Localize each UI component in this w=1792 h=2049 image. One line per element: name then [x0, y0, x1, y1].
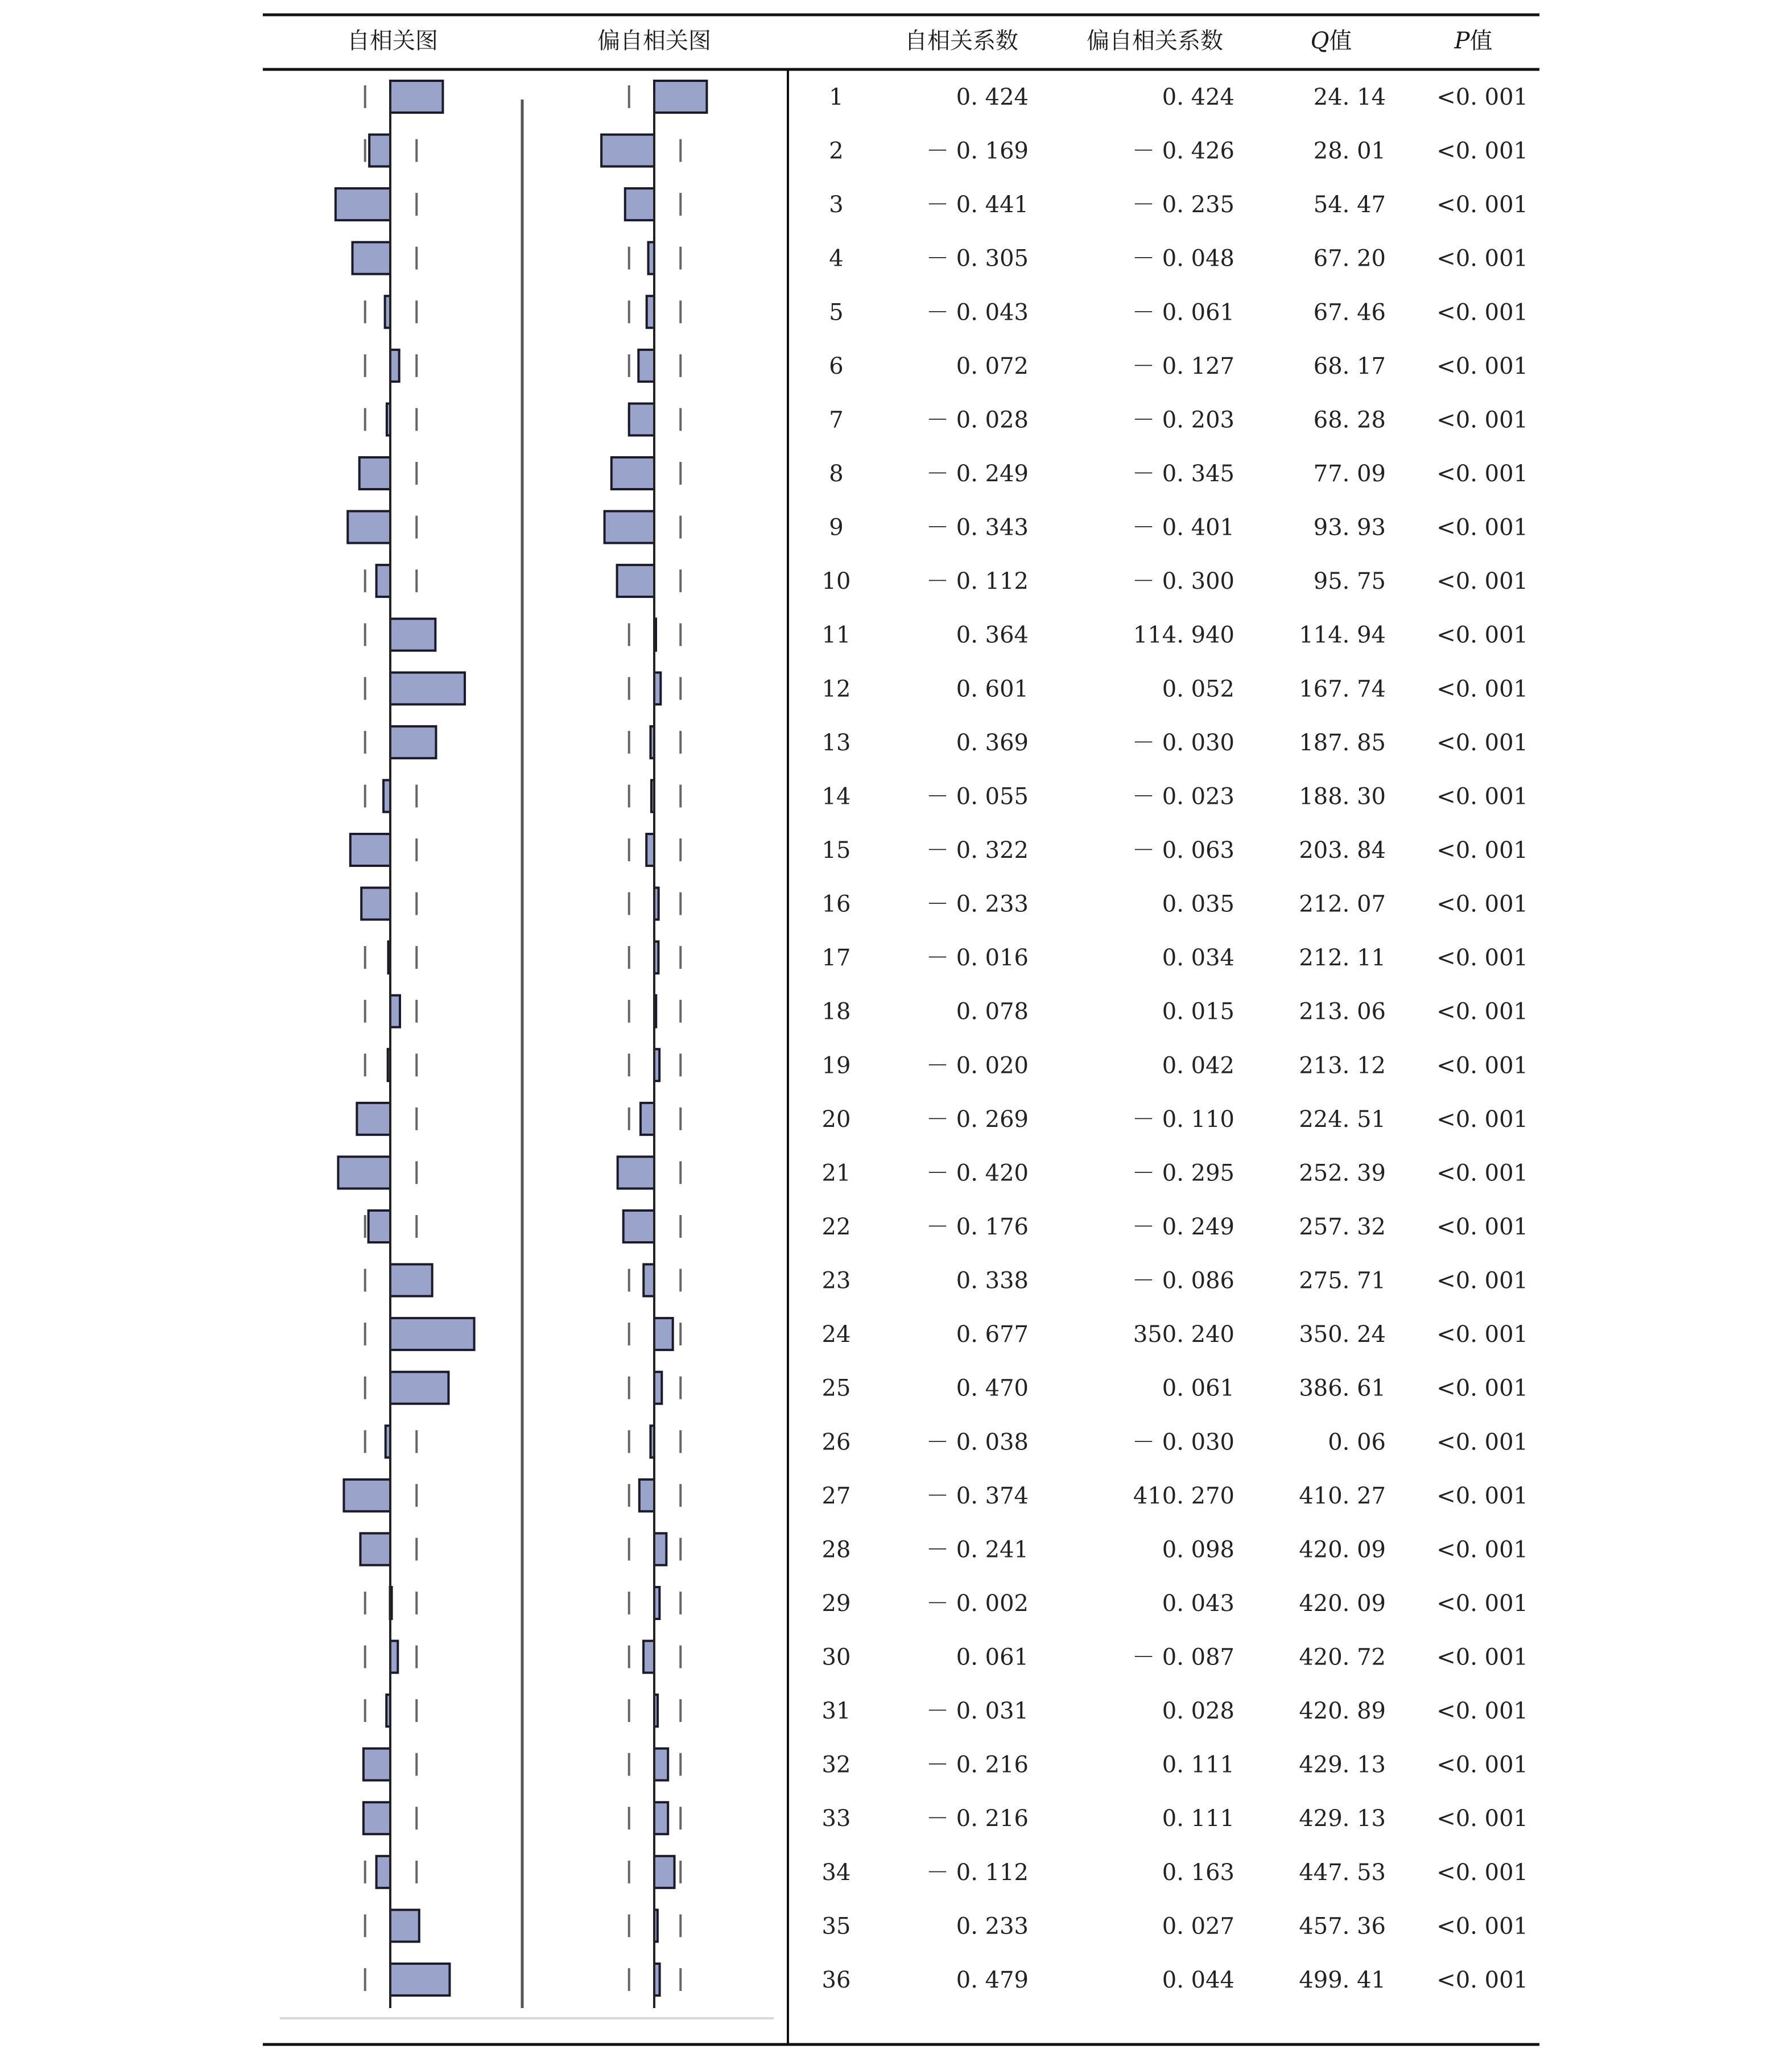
acf-bar [390, 1318, 474, 1350]
lag-cell: 15 [821, 837, 851, 864]
acf-coef-cell: － 0. 343 [926, 514, 1029, 541]
lag-cell: 30 [821, 1644, 851, 1671]
pacf-coef-cell: － 0. 110 [1132, 1106, 1234, 1133]
pacf-bar [654, 1856, 675, 1888]
q-value-cell: 95. 75 [1313, 568, 1386, 595]
lag-cell: 7 [829, 407, 844, 433]
q-value-cell: 457. 36 [1299, 1913, 1386, 1940]
acf-coef-cell: 0. 364 [956, 622, 1029, 648]
acf-bar [390, 1910, 419, 1941]
pacf-coef-cell: － 0. 345 [1132, 460, 1234, 487]
acf-coef-cell: － 0. 169 [926, 138, 1029, 164]
acf-bar [390, 995, 400, 1027]
pacf-coef-cell: 0. 027 [1162, 1913, 1234, 1940]
p-value-cell: <0. 001 [1436, 945, 1528, 972]
p-value-cell: <0. 001 [1436, 1052, 1528, 1079]
header-acf-coef: 自相关系数 [905, 28, 1018, 54]
header-q-italic: Q [1310, 28, 1329, 54]
pacf-bar [641, 1103, 654, 1135]
lag-cell: 14 [821, 783, 851, 810]
pacf-bar [643, 1641, 654, 1673]
acf-coef-cell: － 0. 241 [926, 1536, 1029, 1563]
acf-bar [360, 457, 390, 489]
q-value-cell: 420. 09 [1299, 1536, 1386, 1563]
acf-bar [390, 1964, 449, 1996]
pacf-coef-cell: 0. 111 [1162, 1806, 1234, 1832]
p-value-cell: <0. 001 [1436, 1267, 1528, 1294]
acf-coef-cell: － 0. 216 [926, 1806, 1029, 1832]
lag-cell: 24 [821, 1321, 851, 1348]
lag-cell: 32 [821, 1751, 851, 1778]
acf-coef-cell: 0. 677 [956, 1321, 1029, 1348]
pacf-coef-cell: － 0. 086 [1132, 1267, 1234, 1294]
q-value-cell: 410. 27 [1299, 1482, 1386, 1509]
lag-cell: 35 [821, 1913, 851, 1940]
acf-bar [369, 135, 390, 167]
lag-cell: 25 [821, 1375, 851, 1402]
acf-bar [390, 350, 399, 382]
pacf-coef-cell: － 0. 426 [1132, 138, 1234, 164]
pacf-bar [643, 1265, 654, 1296]
pacf-coef-cell: 0. 098 [1162, 1536, 1234, 1563]
p-value-cell: <0. 001 [1436, 84, 1528, 110]
pacf-coef-cell: 410. 270 [1133, 1482, 1234, 1509]
pacf-coef-cell: 350. 240 [1133, 1321, 1234, 1348]
lag-cell: 12 [821, 676, 851, 703]
acf-coef-cell: － 0. 028 [926, 407, 1029, 433]
p-value-cell: <0. 001 [1436, 1375, 1528, 1402]
p-value-cell: <0. 001 [1436, 1913, 1528, 1940]
p-value-cell: <0. 001 [1436, 1590, 1528, 1617]
lag-cell: 3 [829, 192, 844, 218]
lag-cell: 13 [821, 729, 851, 756]
p-value-cell: <0. 001 [1436, 353, 1528, 379]
q-value-cell: 93. 93 [1313, 514, 1386, 541]
pacf-coef-cell: 114. 940 [1133, 622, 1234, 648]
lag-cell: 18 [821, 998, 851, 1025]
pacf-coef-cell: － 0. 030 [1132, 729, 1234, 756]
acf-bar [390, 672, 465, 704]
acf-bar [364, 1749, 390, 1781]
pacf-bar [646, 834, 654, 866]
acf-coef-cell: 0. 338 [956, 1267, 1029, 1294]
pacf-bar [654, 1802, 668, 1834]
p-value-cell: <0. 001 [1436, 1160, 1528, 1187]
acf-coef-cell: 0. 233 [956, 1913, 1029, 1940]
acf-bar [350, 834, 390, 866]
acf-coef-cell: － 0. 002 [926, 1590, 1029, 1617]
p-value-cell: <0. 001 [1436, 1698, 1528, 1725]
pacf-coef-cell: － 0. 087 [1132, 1644, 1234, 1671]
acf-coef-cell: － 0. 269 [926, 1106, 1029, 1133]
pacf-coef-cell: 0. 052 [1162, 676, 1234, 703]
data-table [822, 84, 1528, 1993]
lag-cell: 19 [821, 1052, 851, 1079]
q-value-cell: 420. 89 [1299, 1698, 1386, 1725]
pacf-coef-cell: 0. 163 [1162, 1859, 1234, 1886]
header-p-italic: P [1454, 28, 1470, 54]
acf-coef-cell: － 0. 031 [926, 1698, 1029, 1725]
acf-coef-cell: 0. 424 [956, 84, 1029, 110]
pacf-bar [639, 1480, 654, 1511]
acf-bar [377, 1856, 390, 1888]
acf-coef-cell: 0. 072 [956, 353, 1029, 379]
p-value-cell: <0. 001 [1436, 407, 1528, 433]
acf-coef-cell: － 0. 043 [926, 299, 1029, 326]
pacf-coef-cell: － 0. 203 [1132, 407, 1234, 433]
acf-bar [364, 1802, 390, 1834]
lag-cell: 36 [821, 1967, 851, 1993]
pacf-coef-cell: － 0. 401 [1132, 514, 1234, 541]
acf-coef-cell: － 0. 233 [926, 891, 1029, 918]
p-value-cell: <0. 001 [1436, 192, 1528, 218]
pacf-coef-cell: 0. 044 [1162, 1967, 1234, 1993]
p-value-cell: <0. 001 [1436, 138, 1528, 164]
pacf-bar [601, 135, 654, 167]
pacf-coef-cell: － 0. 061 [1132, 299, 1234, 326]
pacf-bar [654, 81, 707, 113]
p-value-cell: <0. 001 [1436, 1429, 1528, 1456]
pacf-bar [654, 1533, 666, 1565]
p-value-cell: <0. 001 [1436, 837, 1528, 864]
acf-bar [390, 81, 443, 113]
q-value-cell: 28. 01 [1313, 138, 1386, 164]
lag-cell: 17 [821, 945, 851, 972]
q-value-cell: 213. 06 [1299, 998, 1386, 1025]
header-p-suffix: 值 [1469, 28, 1493, 54]
q-value-cell: 213. 12 [1299, 1052, 1386, 1079]
q-value-cell: 386. 61 [1299, 1375, 1386, 1402]
acf-coef-cell: 0. 369 [956, 729, 1029, 756]
q-value-cell: 350. 24 [1299, 1321, 1386, 1348]
acf-coef-cell: － 0. 112 [926, 1859, 1029, 1886]
acf-bar [377, 565, 390, 597]
lag-cell: 20 [821, 1106, 851, 1133]
p-value-cell: <0. 001 [1436, 460, 1528, 487]
p-value-cell: <0. 001 [1436, 1859, 1528, 1886]
lag-cell: 10 [821, 568, 851, 595]
acf-bar [336, 188, 390, 220]
p-value-cell: <0. 001 [1436, 1321, 1528, 1348]
acf-coef-cell: － 0. 249 [926, 460, 1029, 487]
pacf-coef-cell: 0. 424 [1162, 84, 1234, 110]
header-acf-plot: 自相关图 [347, 28, 438, 54]
p-value-cell: <0. 001 [1436, 729, 1528, 756]
p-value-cell: <0. 001 [1436, 998, 1528, 1025]
lag-cell: 8 [829, 460, 844, 487]
q-value-cell: 114. 94 [1299, 622, 1386, 648]
pacf-bar [638, 350, 654, 382]
lag-cell: 11 [821, 622, 851, 648]
lag-cell: 26 [821, 1429, 851, 1456]
q-value-cell: 429. 13 [1299, 1806, 1386, 1832]
lag-cell: 2 [829, 138, 844, 164]
header-q-suffix: 值 [1329, 28, 1352, 54]
acf-coef-cell: － 0. 441 [926, 192, 1029, 218]
header-pacf-coef: 偏自相关系数 [1087, 28, 1223, 54]
lag-cell: 27 [821, 1482, 851, 1509]
lag-cell: 34 [821, 1859, 851, 1886]
p-value-cell: <0. 001 [1436, 1967, 1528, 1993]
p-value-cell: <0. 001 [1436, 1644, 1528, 1671]
lag-cell: 31 [821, 1698, 851, 1725]
pacf-coef-cell: － 0. 249 [1132, 1213, 1234, 1240]
acf-bar [369, 1211, 390, 1242]
acf-bar [390, 1372, 448, 1404]
acf-coef-cell: 0. 078 [956, 998, 1029, 1025]
q-value-cell: 187. 85 [1299, 729, 1386, 756]
p-value-cell: <0. 001 [1436, 514, 1528, 541]
lag-cell: 1 [829, 84, 844, 110]
acf-bar [353, 242, 390, 274]
q-value-cell: 68. 28 [1313, 407, 1386, 433]
acf-coef-cell: － 0. 305 [926, 245, 1029, 272]
acf-bar [357, 1103, 390, 1135]
pacf-bar [625, 188, 654, 220]
pacf-bar [618, 1156, 654, 1188]
pacf-coef-cell: 0. 042 [1162, 1052, 1234, 1079]
q-value-cell: 77. 09 [1313, 460, 1386, 487]
pacf-coef-cell: 0. 043 [1162, 1590, 1234, 1617]
acf-bar [338, 1156, 390, 1188]
acf-plot [336, 81, 474, 2008]
q-value-cell: 203. 84 [1299, 837, 1386, 864]
p-value-cell: <0. 001 [1436, 299, 1528, 326]
acf-coef-cell: 0. 601 [956, 676, 1029, 703]
acf-bar [390, 726, 436, 758]
pacf-coef-cell: － 0. 235 [1132, 192, 1234, 218]
lag-cell: 4 [829, 245, 844, 272]
pacf-bar [605, 511, 654, 543]
pacf-coef-cell: － 0. 300 [1132, 568, 1234, 595]
lag-cell: 22 [821, 1213, 851, 1240]
pacf-coef-cell: － 0. 063 [1132, 837, 1234, 864]
q-value-cell: 67. 46 [1313, 299, 1386, 326]
p-value-cell: <0. 001 [1436, 783, 1528, 810]
q-value-cell: 252. 39 [1299, 1160, 1386, 1187]
q-value-cell: 224. 51 [1299, 1106, 1386, 1133]
acf-bar [344, 1480, 390, 1511]
q-value-cell: 68. 17 [1313, 353, 1386, 379]
acf-coef-cell: － 0. 020 [926, 1052, 1029, 1079]
q-value-cell: 212. 07 [1299, 891, 1386, 918]
pacf-coef-cell: － 0. 030 [1132, 1429, 1234, 1456]
p-value-cell: <0. 001 [1436, 245, 1528, 272]
acf-coef-cell: － 0. 374 [926, 1482, 1029, 1509]
pacf-coef-cell: 0. 035 [1162, 891, 1234, 918]
lag-cell: 21 [821, 1160, 851, 1187]
q-value-cell: 0. 06 [1328, 1429, 1386, 1456]
pacf-coef-cell: 0. 028 [1162, 1698, 1234, 1725]
acf-coef-cell: － 0. 112 [926, 568, 1029, 595]
pacf-coef-cell: 0. 061 [1162, 1375, 1234, 1402]
acf-coef-cell: － 0. 216 [926, 1751, 1029, 1778]
acf-coef-cell: － 0. 420 [926, 1160, 1029, 1187]
pacf-coef-cell: － 0. 127 [1132, 353, 1234, 379]
p-value-cell: <0. 001 [1436, 891, 1528, 918]
q-value-cell: 24. 14 [1313, 84, 1386, 110]
p-value-cell: <0. 001 [1436, 568, 1528, 595]
p-value-cell: <0. 001 [1436, 1213, 1528, 1240]
header-p [1454, 28, 1493, 54]
pacf-bar [624, 1211, 654, 1242]
p-value-cell: <0. 001 [1436, 622, 1528, 648]
q-value-cell: 188. 30 [1299, 783, 1386, 810]
pacf-coef-cell: － 0. 048 [1132, 245, 1234, 272]
lag-cell: 5 [829, 299, 844, 326]
lag-cell: 28 [821, 1536, 851, 1563]
lag-cell: 16 [821, 891, 851, 918]
pacf-bar [617, 565, 654, 597]
acf-coef-cell: 0. 470 [956, 1375, 1029, 1402]
pacf-coef-cell: 0. 015 [1162, 998, 1234, 1025]
acf-coef-cell: 0. 061 [956, 1644, 1029, 1671]
acf-bar [390, 619, 435, 651]
pacf-coef-cell: 0. 034 [1162, 945, 1234, 972]
q-value-cell: 499. 41 [1299, 1967, 1386, 1993]
q-value-cell: 167. 74 [1299, 676, 1386, 703]
acf-bar [348, 511, 390, 543]
lag-cell: 29 [821, 1590, 851, 1617]
q-value-cell: 54. 47 [1313, 192, 1386, 218]
lag-cell: 6 [829, 353, 844, 379]
pacf-bar [629, 403, 654, 435]
acf-coef-cell: － 0. 322 [926, 837, 1029, 864]
p-value-cell: <0. 001 [1436, 1806, 1528, 1832]
lag-cell: 33 [821, 1806, 851, 1832]
acf-bar [390, 1265, 432, 1296]
acf-coef-cell: － 0. 176 [926, 1213, 1029, 1240]
acf-coef-cell: － 0. 016 [926, 945, 1029, 972]
header-q [1311, 28, 1352, 54]
acf-bar [361, 888, 390, 920]
pacf-bar [612, 457, 654, 489]
p-value-cell: <0. 001 [1436, 1482, 1528, 1509]
pacf-bar [654, 1318, 673, 1350]
acf-coef-cell: － 0. 038 [926, 1429, 1029, 1456]
q-value-cell: 67. 20 [1313, 245, 1386, 272]
acf-bar [360, 1533, 390, 1565]
q-value-cell: 257. 32 [1299, 1213, 1386, 1240]
header-pacf-plot: 偏自相关图 [597, 28, 711, 54]
acf-coef-cell: － 0. 055 [926, 783, 1029, 810]
p-value-cell: <0. 001 [1436, 676, 1528, 703]
pacf-coef-cell: － 0. 023 [1132, 783, 1234, 810]
pacf-coef-cell: － 0. 295 [1132, 1160, 1234, 1187]
pacf-bar [654, 1749, 668, 1781]
q-value-cell: 429. 13 [1299, 1751, 1386, 1778]
q-value-cell: 212. 11 [1299, 945, 1386, 972]
pacf-coef-cell: 0. 111 [1162, 1751, 1234, 1778]
pacf-plot [601, 81, 707, 2008]
p-value-cell: <0. 001 [1436, 1106, 1528, 1133]
q-value-cell: 275. 71 [1299, 1267, 1386, 1294]
p-value-cell: <0. 001 [1436, 1536, 1528, 1563]
q-value-cell: 420. 09 [1299, 1590, 1386, 1617]
q-value-cell: 420. 72 [1299, 1644, 1386, 1671]
lag-cell: 23 [821, 1267, 851, 1294]
p-value-cell: <0. 001 [1436, 1751, 1528, 1778]
lag-cell: 9 [829, 514, 844, 541]
q-value-cell: 447. 53 [1299, 1859, 1386, 1886]
acf-coef-cell: 0. 479 [956, 1967, 1029, 1993]
